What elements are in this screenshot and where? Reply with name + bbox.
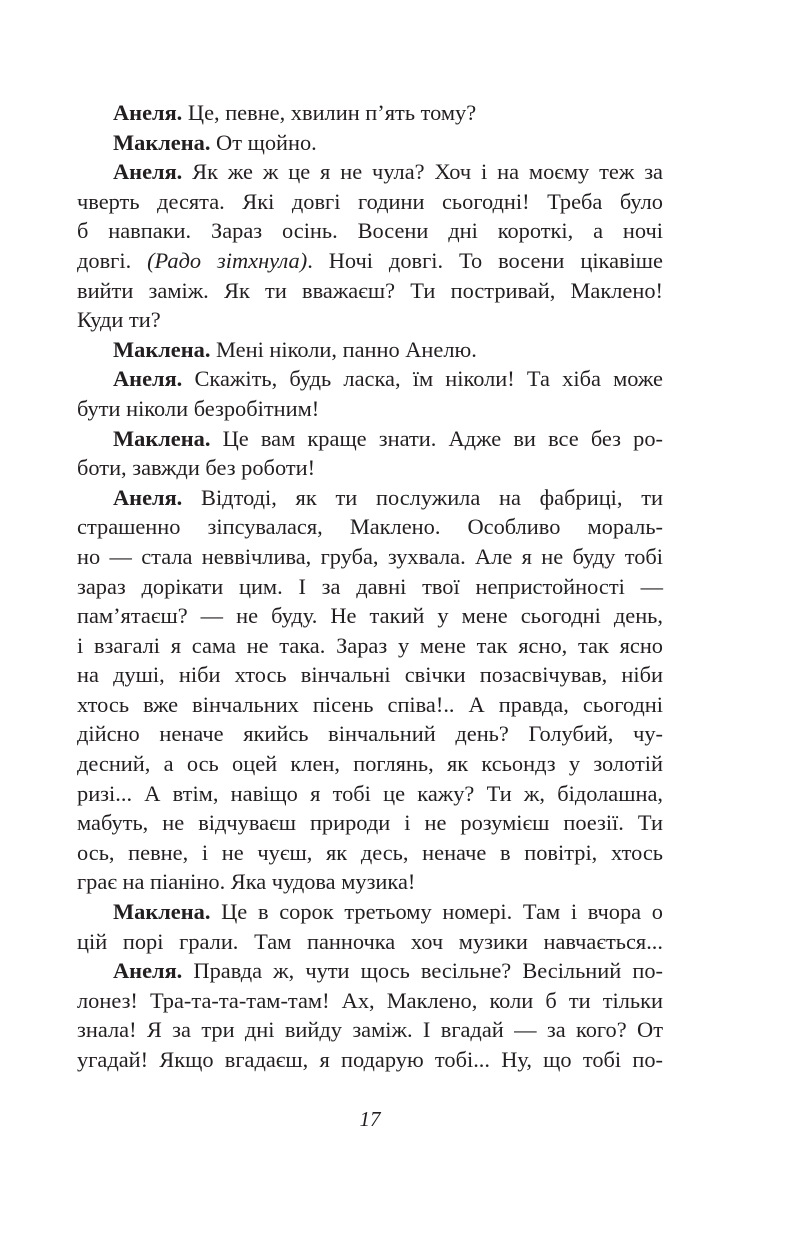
line-text: мабуть, не відчуваєш природи і не розумієш поезії. Ти [77,810,663,836]
text-line [77,749,663,779]
page-number: 17 [359,1107,381,1131]
speaker-name: Анеля. [113,100,183,125]
text-line [77,660,663,690]
text-line [77,808,663,838]
line-text: Мені ніколи, панно Анелю. [210,336,477,362]
text-line [77,157,663,187]
line-text: грає на піаніно. Яка чудова музика! [77,869,416,895]
line-text: бути ніколи безробітним! [77,395,320,421]
speaker-name: Маклена. [113,899,211,925]
line-text: зараз дорікати цим. І за давні твої непристойності — [77,573,663,599]
text-line [77,305,663,335]
line-text: страшенно зіпсувалася, Маклено. Особливо мораль- [77,514,663,540]
text-line [77,927,663,957]
line-text: дійсно неначе якийсь вінчальний день? Голубий, чу- [77,721,663,747]
text-line [77,542,663,572]
line-text: лонез! Тра-та-та-там-там! Ах, Маклено, коли б ти тільки [77,987,663,1013]
text-line [77,779,663,809]
line-text: Це, певне, хвилин п’ять тому? [182,100,477,125]
speaker-name: Маклена. [113,129,211,155]
page-body-text [77,98,663,1075]
text-line [77,572,663,602]
text-line [77,187,663,217]
line-text: десний, а ось оцей клен, поглянь, як ксьондз у золотій [77,751,663,777]
speaker-name: Маклена. [113,336,211,362]
line-text: Це вам краще знати. Адже ви все без ро- [210,425,663,451]
text-line [77,483,663,513]
line-text: угадай! Якщо вгадаєш, я подарую тобі... Ну, що тобі по- [77,1047,663,1072]
line-text: хтось вже вінчальних пісень співа!.. А правда, сьогодні [77,691,663,717]
text-line [77,986,663,1016]
line-text: Скажіть, будь ласка, їм ніколи! Та хіба може [182,366,663,392]
text-line [77,897,663,927]
line-text: . Ночі довгі. То восени цікавіше [307,247,663,273]
text-line [77,246,663,276]
text-line [77,98,663,128]
line-text: чверть десята. Які довгі години сьогодні! Треба було [77,188,663,214]
text-line [77,956,663,986]
text-line [77,838,663,868]
line-text: б навпаки. Зараз осінь. Восени дні короткі, а ночі [77,218,663,244]
line-text: Правда ж, чути щось весільне? Весільний по- [182,958,663,984]
text-line [77,690,663,720]
line-text: вийти заміж. Як ти вважаєш? Ти постривай, Маклено! [77,277,663,303]
speaker-name: Анеля. [113,159,183,185]
text-line [77,276,663,306]
text-line [77,719,663,749]
speaker-name: Анеля. [113,484,183,510]
stage-direction: (Радо зітхнула) [147,247,308,273]
line-text: Це в сорок третьому номері. Там і вчора о [210,899,663,925]
text-line [77,1015,663,1045]
speaker-name: Анеля. [113,366,183,392]
line-text: довгі. [77,247,148,273]
text-line [77,216,663,246]
text-line [77,631,663,661]
text-line [77,1045,663,1075]
text-line [77,512,663,542]
line-text: Відтоді, як ти послужила на фабриці, ти [182,484,663,510]
line-text: цій порі грали. Там панночка хоч музики навчається... [77,928,663,954]
text-line [77,424,663,454]
text-line [77,453,663,483]
line-text: Куди ти? [77,307,161,333]
line-text: знала! Я за три дні вийду заміж. І вгадай — за кого? От [77,1017,663,1043]
speaker-name: Анеля. [113,958,183,984]
text-line [77,394,663,424]
line-text: боти, завжди без роботи! [77,455,316,481]
line-text: на душі, ніби хтось вінчальні свічки позасвічував, ніби [77,662,663,688]
line-text: і взагалі я сама не така. Зараз у мене так ясно, так ясно [77,632,663,658]
line-text: ризі... А втім, навіщо я тобі це кажу? Ти ж, бідолашна, [77,780,663,806]
text-line [77,364,663,394]
line-text: но — стала неввічлива, груба, зухвала. Але я не буду тобі [77,543,663,569]
line-text: От щойно. [210,129,317,155]
text-line [77,867,663,897]
line-text: пам’ятаєш? — не буду. Не такий у мене сьогодні день, [77,603,663,629]
text-line [77,601,663,631]
speaker-name: Маклена. [113,425,211,451]
text-line [77,335,663,365]
text-line [77,128,663,158]
line-text: Як же ж це я не чула? Хоч і на моєму теж за [182,159,663,185]
line-text: ось, певне, і не чуєш, як десь, неначе в повітрі, хтось [77,839,663,865]
